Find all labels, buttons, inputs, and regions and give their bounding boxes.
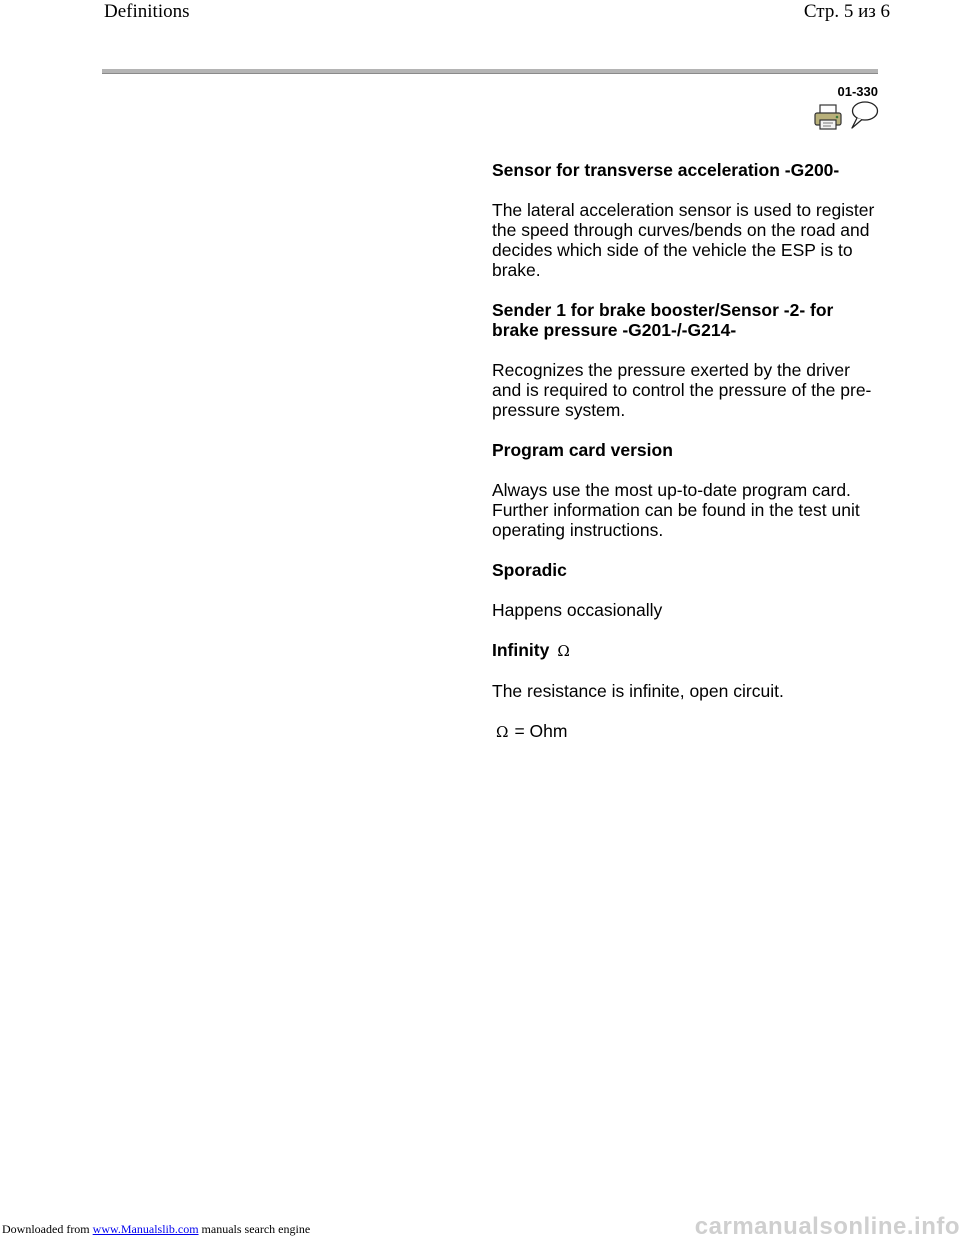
manualslib-link[interactable]: www.Manualslib.com [92,1222,199,1236]
section-body-program-card: Always use the most up-to-date program card. Further information can be found in the test unit operating instructions. [492,480,860,540]
footer-prefix: Downloaded from [2,1222,90,1236]
section-title-brake-pressure: Sender 1 for brake booster/Sensor -2- for brake pressure -G201-/-G214- [492,300,834,340]
page-header-title: Definitions [104,1,190,22]
omega-symbol-lead: Ω [496,723,509,741]
definitions-content [492,160,882,762]
omega-symbol: Ω [557,642,570,660]
section-body-sporadic: Happens occasionally [492,600,663,620]
ohm-definition-text: = Ohm [514,721,568,741]
section-body-transverse-acceleration: The lateral acceleration sensor is used to register the speed through curves/bends on the road and decides which side of the vehicle the ESP is to brake. [492,200,875,280]
infinity-label: Infinity [492,640,550,660]
section-title-program-card: Program card version [492,440,673,460]
printer-icon[interactable] [814,104,842,130]
speech-bubble-icon[interactable] [847,100,879,130]
section-title-infinity [492,640,882,661]
section-body-infinity: The resistance is infinite, open circuit. [492,681,784,701]
page-header-page-number: Стр. 5 из 6 [803,1,890,22]
watermark: carmanualsonline.info [694,1213,960,1240]
download-footer [2,1222,310,1237]
ohm-definition [492,721,882,742]
footer-suffix: manuals search engine [201,1222,311,1236]
section-body-brake-pressure: Recognizes the pressure exerted by the driver and is required to control the pressure of the pre-pressure system. [492,360,872,420]
section-title-sporadic: Sporadic [492,560,567,580]
header-divider [102,69,878,74]
section-title-transverse-acceleration: Sensor for transverse acceleration -G200- [492,160,840,180]
document-code: 01-330 [837,84,878,99]
